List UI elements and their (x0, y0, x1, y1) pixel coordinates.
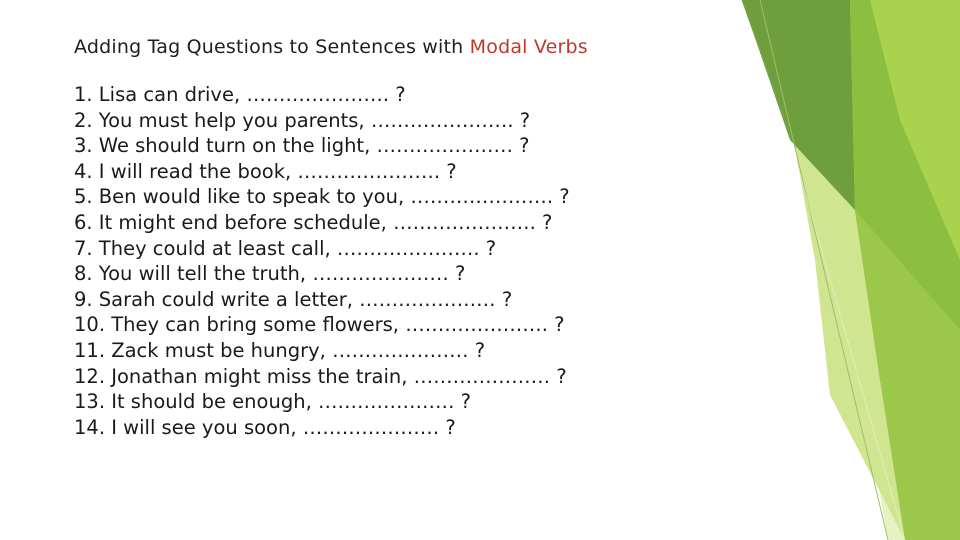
list-item: 13. It should be enough, ………………… ? (74, 390, 472, 414)
list-item: 12. Jonathan might miss the train, ………………… ? (74, 364, 567, 388)
list-item: 10. They can bring some flowers, …………………. ? (74, 313, 565, 337)
list-item: 3. We should turn on the light, ………………… ? (74, 134, 530, 158)
list-item: 6. It might end before schedule, …………………. ? (74, 210, 553, 234)
list-item: 4. I will read the book, …………………. ? (74, 159, 457, 183)
title-text: Adding Tag Questions to Sentences with (74, 36, 464, 58)
list-item: 2. You must help you parents, …………………. ? (74, 108, 531, 132)
facet-dark (742, 0, 855, 210)
list-item: 11. Zack must be hungry, ………………… ? (74, 338, 486, 362)
list-item: 14. I will see you soon, ………………… ? (74, 415, 456, 439)
slide-title (74, 36, 588, 58)
question-list (74, 82, 570, 440)
title-accent: Modal Verbs (469, 36, 588, 58)
list-item: 8. You will tell the truth, ………………… ? (74, 262, 466, 286)
list-item: 7. They could at least call, …………………. ? (74, 236, 497, 260)
list-item: 1. Lisa can drive, …………………. ? (74, 83, 406, 106)
list-item: 9. Sarah could write a letter, ………………… ? (74, 287, 513, 311)
list-item: 5. Ben would like to speak to you, …………………. ? (74, 185, 570, 209)
